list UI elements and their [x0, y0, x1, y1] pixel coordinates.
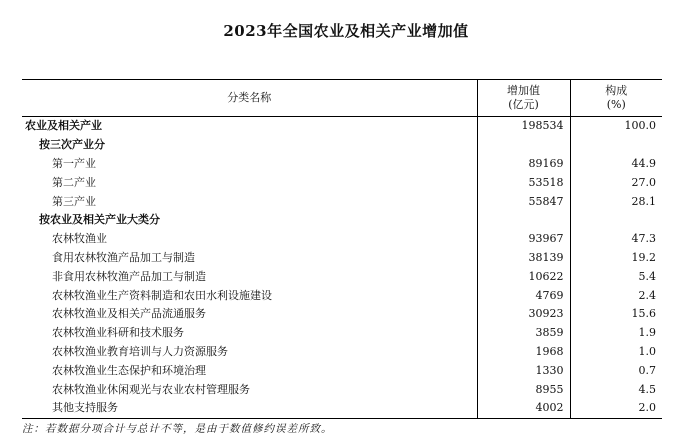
table-row — [22, 361, 662, 380]
value-added-table — [22, 79, 662, 419]
table-row — [22, 155, 662, 174]
row-name: 农林牧渔业教育培训与人力资源服务 — [52, 344, 228, 358]
row-name: 农林牧渔业生态保护和环境治理 — [52, 363, 206, 377]
row-value: 10622 — [477, 267, 570, 286]
row-value: 53518 — [477, 173, 570, 192]
table-row — [22, 305, 662, 324]
header-share-unit: (%) — [606, 98, 626, 111]
row-share: 47.3 — [570, 230, 662, 249]
row-value: 55847 — [477, 192, 570, 211]
row-value: 89169 — [477, 155, 570, 174]
row-share: 2.4 — [570, 286, 662, 305]
row-value: 198534 — [477, 117, 570, 136]
row-name: 第三产业 — [52, 194, 96, 208]
row-name: 第二产业 — [52, 175, 96, 189]
table-row — [22, 324, 662, 343]
table-row — [22, 380, 662, 399]
header-value-added — [477, 80, 570, 117]
table-row-group-heading — [22, 136, 662, 155]
row-value: 38139 — [477, 249, 570, 268]
row-value: 1330 — [477, 361, 570, 380]
row-share: 15.6 — [570, 305, 662, 324]
row-name: 第一产业 — [52, 156, 96, 170]
row-share: 5.4 — [570, 267, 662, 286]
table-header-row — [22, 80, 662, 117]
row-value: 4002 — [477, 399, 570, 418]
row-share: 19.2 — [570, 249, 662, 268]
row-share: 1.0 — [570, 343, 662, 362]
table-row — [22, 399, 662, 418]
row-name: 农林牧渔业休闲观光与农业农村管理服务 — [52, 382, 250, 396]
row-name: 食用农林牧渔产品加工与制造 — [52, 250, 195, 264]
table-row — [22, 192, 662, 211]
row-share: 1.9 — [570, 324, 662, 343]
header-value-unit: (亿元) — [508, 98, 539, 111]
row-value: 93967 — [477, 230, 570, 249]
row-name: 按三次产业分 — [39, 138, 105, 152]
row-share: 0.7 — [570, 361, 662, 380]
row-share: 27.0 — [570, 173, 662, 192]
header-share-label: 构成 — [605, 84, 628, 97]
page-title: 2023年全国农业及相关产业增加值 — [223, 22, 469, 40]
row-value: 8955 — [477, 380, 570, 399]
row-name: 农林牧渔业生产资料制造和农田水利设施建设 — [52, 288, 272, 302]
row-share — [570, 136, 662, 155]
table-row — [22, 173, 662, 192]
table-row — [22, 249, 662, 268]
row-name: 非食用农林牧渔产品加工与制造 — [52, 269, 206, 283]
row-name: 按农业及相关产业大类分 — [39, 213, 160, 227]
table-row — [22, 230, 662, 249]
header-category-name: 分类名称 — [227, 91, 272, 104]
row-value: 3859 — [477, 324, 570, 343]
row-name: 农林牧渔业 — [52, 232, 107, 246]
row-share: 100.0 — [570, 117, 662, 136]
row-value — [477, 136, 570, 155]
row-value: 4769 — [477, 286, 570, 305]
row-share: 2.0 — [570, 399, 662, 418]
footnote: 注：若数据分项合计与总计不等，是由于数值修约误差所致。 — [22, 423, 333, 435]
row-share: 28.1 — [570, 192, 662, 211]
table-row-group-heading — [22, 211, 662, 230]
row-name: 农林牧渔业科研和技术服务 — [52, 326, 184, 340]
row-name: 其他支持服务 — [52, 401, 118, 415]
row-share — [570, 211, 662, 230]
table-row — [22, 343, 662, 362]
row-value: 1968 — [477, 343, 570, 362]
row-value — [477, 211, 570, 230]
table-row — [22, 267, 662, 286]
row-share: 44.9 — [570, 155, 662, 174]
header-composition — [570, 80, 662, 117]
row-name: 农业及相关产业 — [25, 119, 102, 133]
table-row-total — [22, 117, 662, 136]
row-name: 农林牧渔业及相关产品流通服务 — [52, 307, 206, 321]
row-share: 4.5 — [570, 380, 662, 399]
header-value-label: 增加值 — [507, 84, 540, 97]
row-value: 30923 — [477, 305, 570, 324]
table-row — [22, 286, 662, 305]
